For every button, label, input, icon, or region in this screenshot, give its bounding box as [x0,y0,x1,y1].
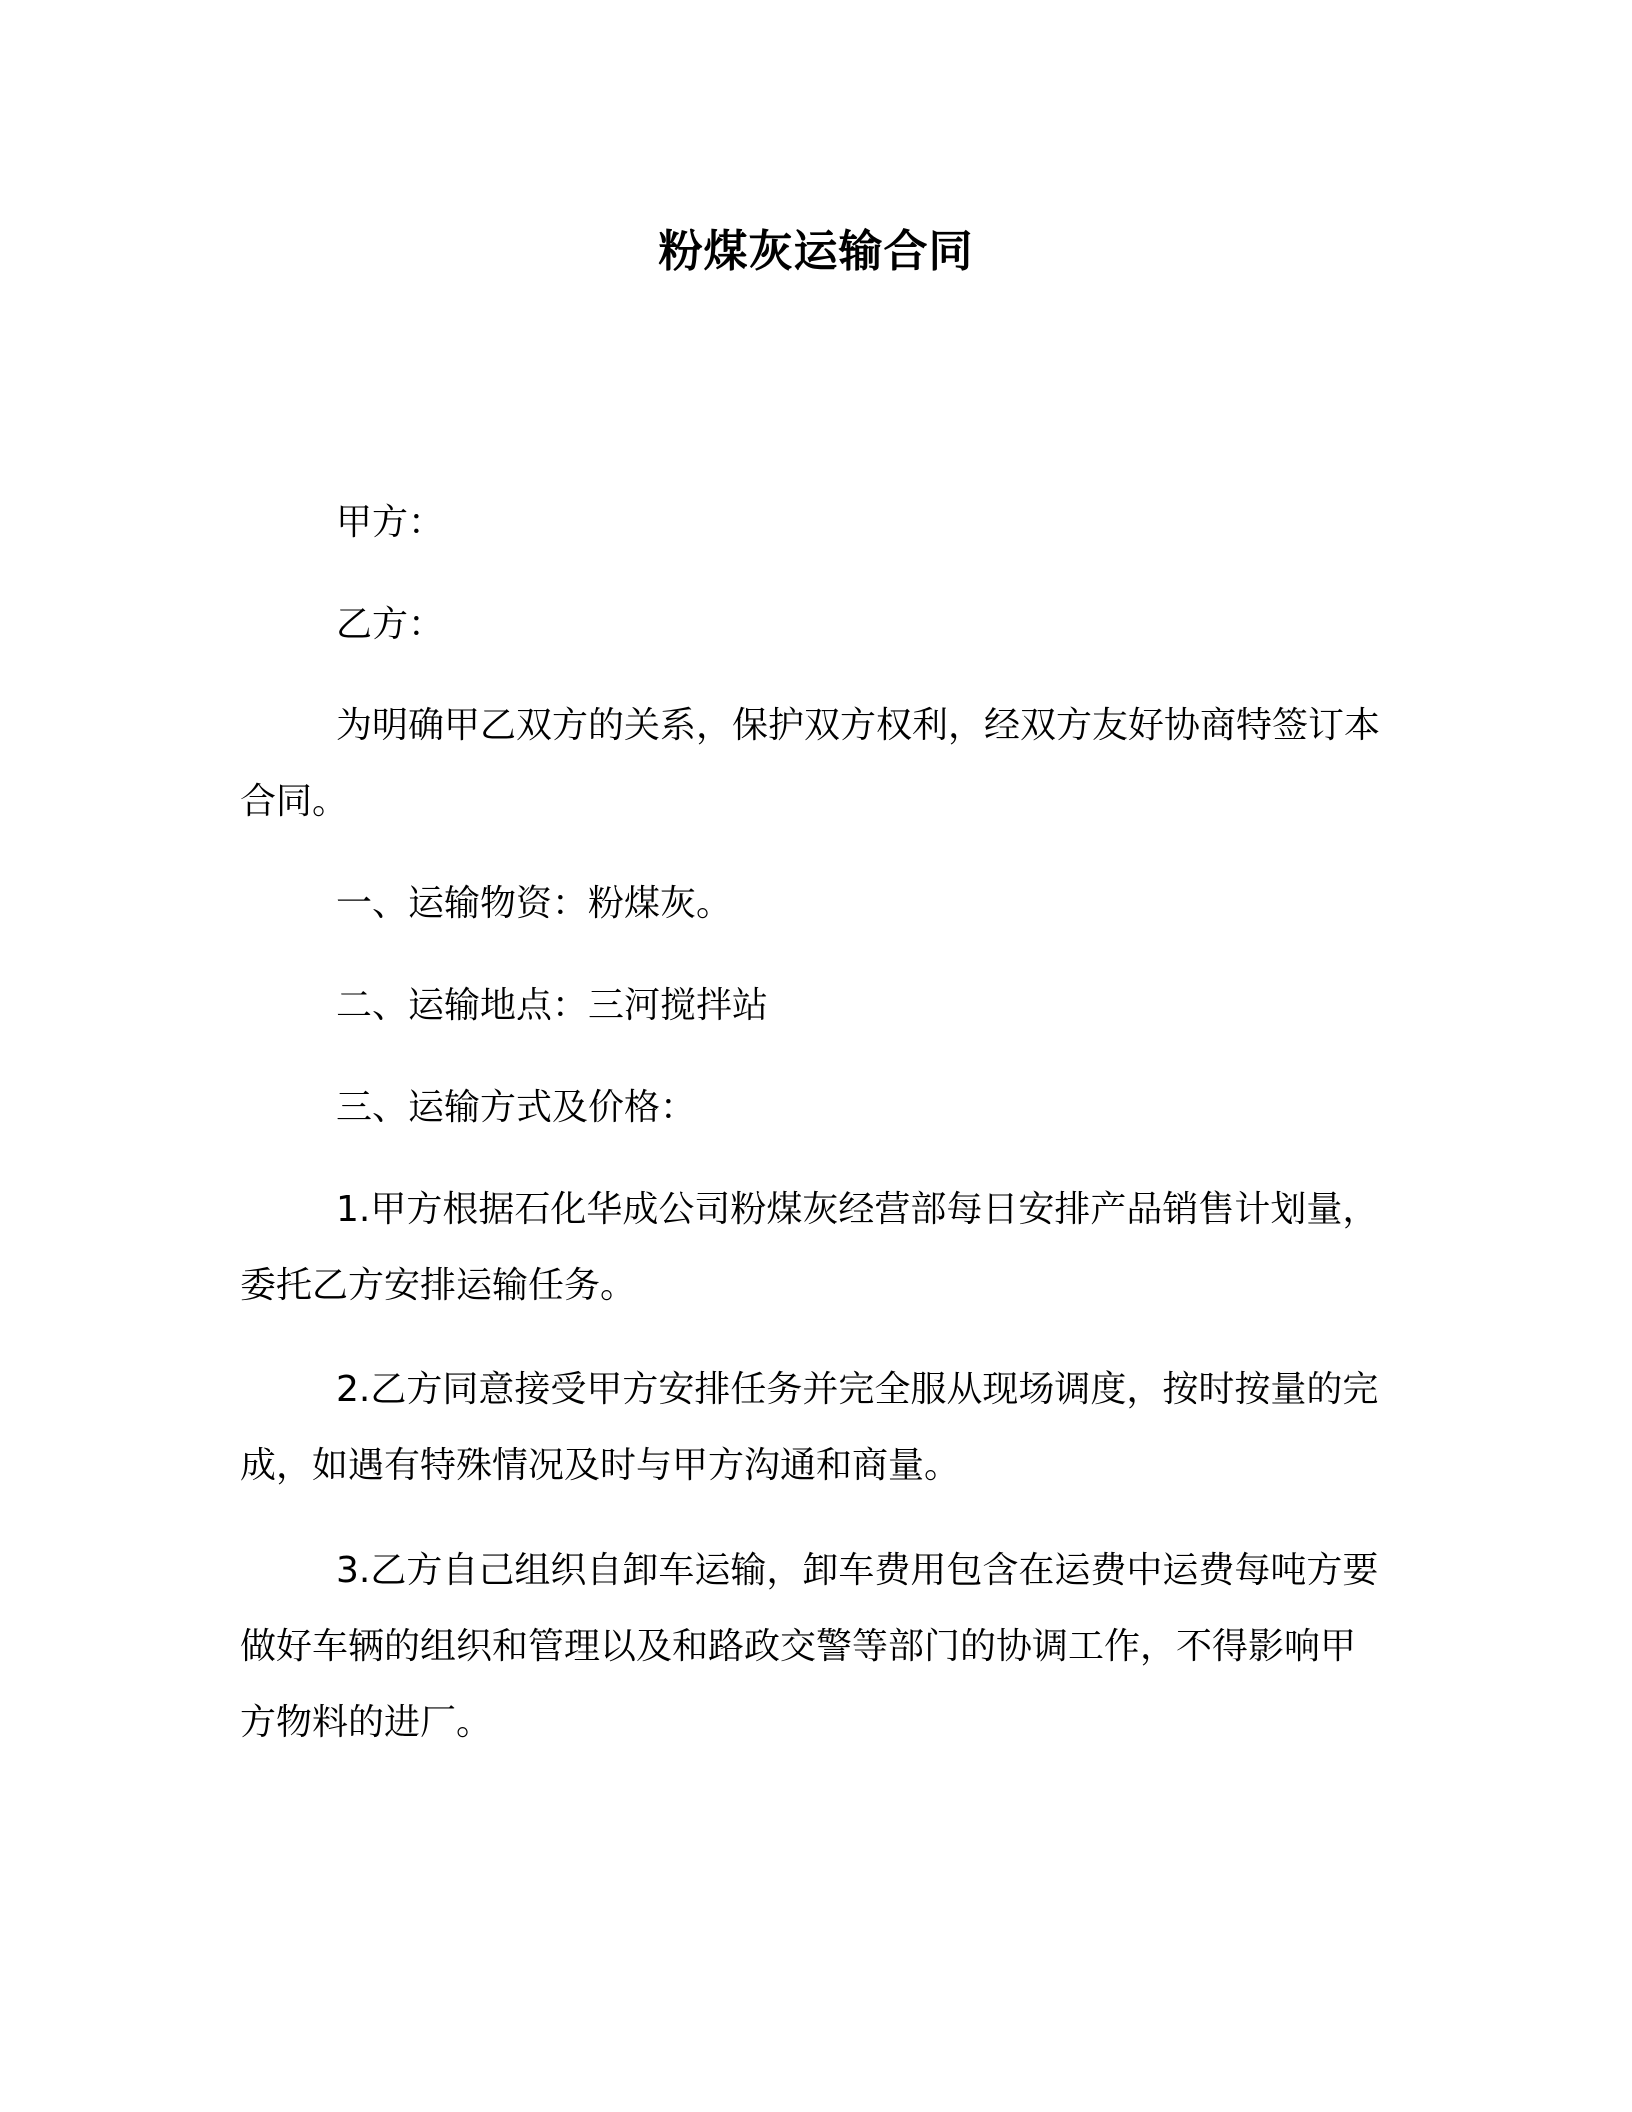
paragraph: 1.甲方根据石化华成公司粉煤灰经营部每日安排产品销售计划量，委托乙方安排运输任务。 [240,1189,1379,1306]
paragraph: 三、运输方式及价格： [336,1087,697,1128]
paragraph: 为明确甲乙双方的关系，保护双方权利，经双方友好协商特签订本合同。 [240,705,1381,822]
section-2-location [240,968,1390,1044]
paragraph: 甲方： [336,502,445,543]
clause-1 [240,1172,1390,1324]
paragraph: 二、运输地点：三河搅拌站 [336,985,769,1026]
party-b-line [240,587,1390,663]
paragraph: 3.乙方自己组织自卸车运输，卸车费用包含在运费中运费每吨方要做好车辆的组织和管理以及和路政交警等部门的协调工作，不得影响甲方物料的进厂。 [240,1550,1379,1743]
paragraph: 乙方： [336,604,445,645]
document-title: 粉煤灰运输合同 [658,226,974,277]
party-a-line [240,485,1390,561]
section-1-materials [240,866,1390,942]
section-3-heading [240,1070,1390,1146]
clause-3 [240,1533,1390,1761]
paragraph: 2.乙方同意接受甲方安排任务并完全服从现场调度，按时按量的完成，如遇有特殊情况及时与甲方沟通和商量。 [240,1369,1379,1486]
clause-2 [240,1352,1390,1504]
paragraph: 一、运输物资：粉煤灰。 [336,883,733,924]
preamble-paragraph [240,688,1390,840]
